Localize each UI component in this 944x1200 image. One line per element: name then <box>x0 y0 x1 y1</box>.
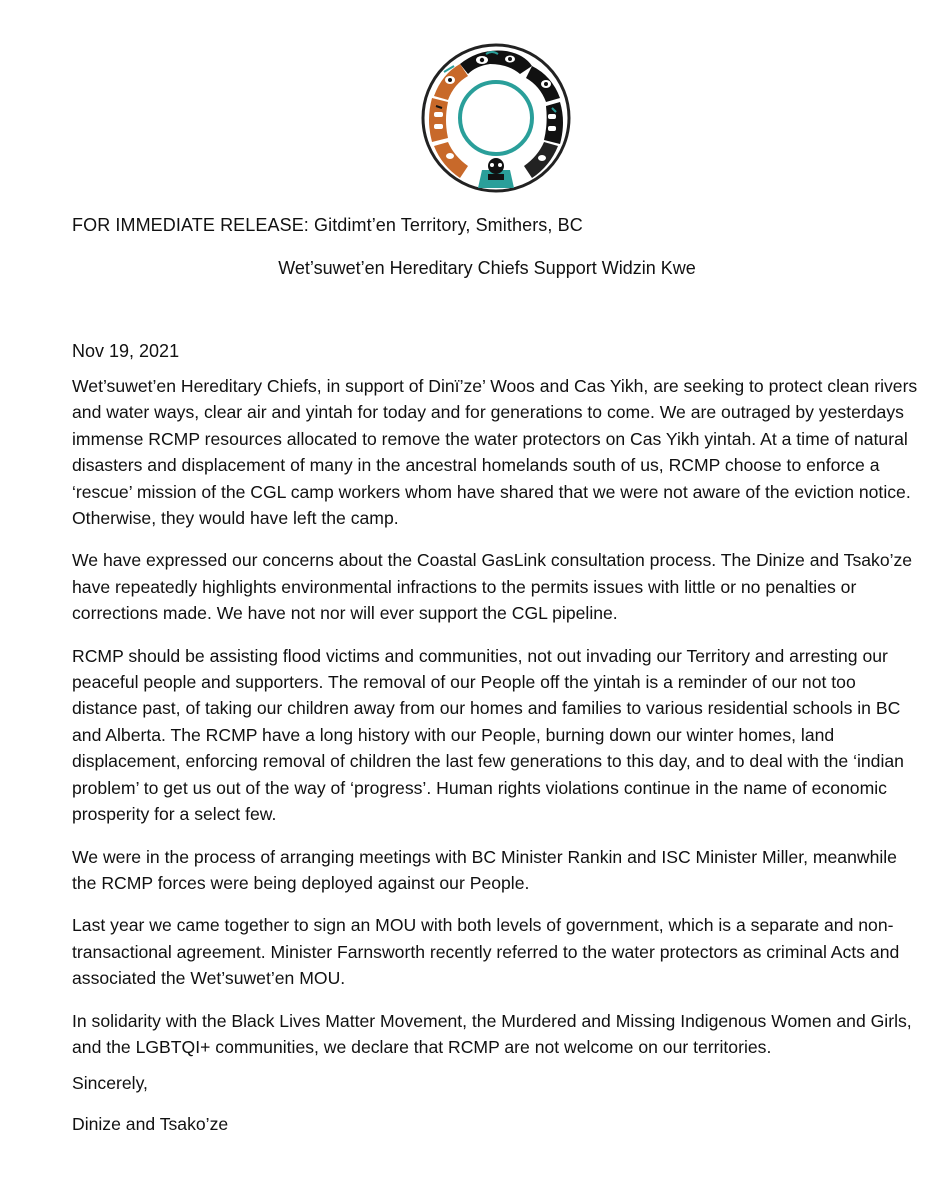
body-paragraph: In solidarity with the Black Lives Matter Movement, the Murdered and Missing Indigenous Women and Girls, and the LGBTQI+ communities, we declare that RCMP are not welcome on our territories. <box>72 1010 912 1057</box>
body-paragraph: Last year we came together to sign an MOU with both levels of government, which is a separate and non-transactional agreement. Minister Farnsworth recently referred to the water protectors as criminal Acts and associated the Wet’suwet’en MOU. <box>72 915 900 989</box>
body-paragraph: Wet’suwet’en Hereditary Chiefs, in support of Dinï’ze’ Woos and Cas Yikh, are seeking to protect clean rivers and water ways, clear air and yintah for today and for generations to come. We are outraged by yesterdays immense RCMP resources allocated to remove the water protectors on Cas Yikh yintah. At a time of natural disasters and displacement of many in the ancestral homelands south of us, RCMP choose to enforce a ‘rescue’ mission of the CGL camp workers whom have shared that we were not aware of the eviction notice. Otherwise, they would have left the camp. <box>72 376 918 529</box>
closing-salutation: Sincerely, <box>72 1073 148 1093</box>
release-line: FOR IMMEDIATE RELEASE: Gitdimt’en Territory, Smithers, BC <box>72 215 583 235</box>
wetsuweten-logo-icon <box>420 42 572 194</box>
body-paragraph: RCMP should be assisting flood victims and communities, not out invading our Territory and arresting our peaceful people and supporters. The removal of our People off the yintah is a reminder of our not too distance past, of taking our children away from our homes and families to various residential schools in BC and Alberta. The RCMP have a long history with our People, burning down our winter homes, land displacement, enforcing removal of children the last few generations to this day, and to deal with the ‘indian problem’ to get us out of the way of ‘progress’. Human rights violations continue in the name of economic prosperity for a select few. <box>72 645 904 825</box>
signature-line: Dinize and Tsako’ze <box>72 1114 229 1134</box>
release-date: Nov 19, 2021 <box>72 341 180 361</box>
release-body <box>72 373 924 1074</box>
body-paragraph: We have expressed our concerns about the Coastal GasLink consultation process. The Dinize and Tsako’ze have repeatedly highlights environmental infractions to the permits issues with little or no penalties or corrections made. We have not nor will ever support the CGL pipeline. <box>72 550 913 624</box>
press-release-headline: Wet’suwet’en Hereditary Chiefs Support Widzin Kwe <box>278 258 696 278</box>
body-paragraph: We were in the process of arranging meetings with BC Minister Rankin and ISC Minister Miller, meanwhile the RCMP forces were being deployed against our People. <box>72 846 897 893</box>
